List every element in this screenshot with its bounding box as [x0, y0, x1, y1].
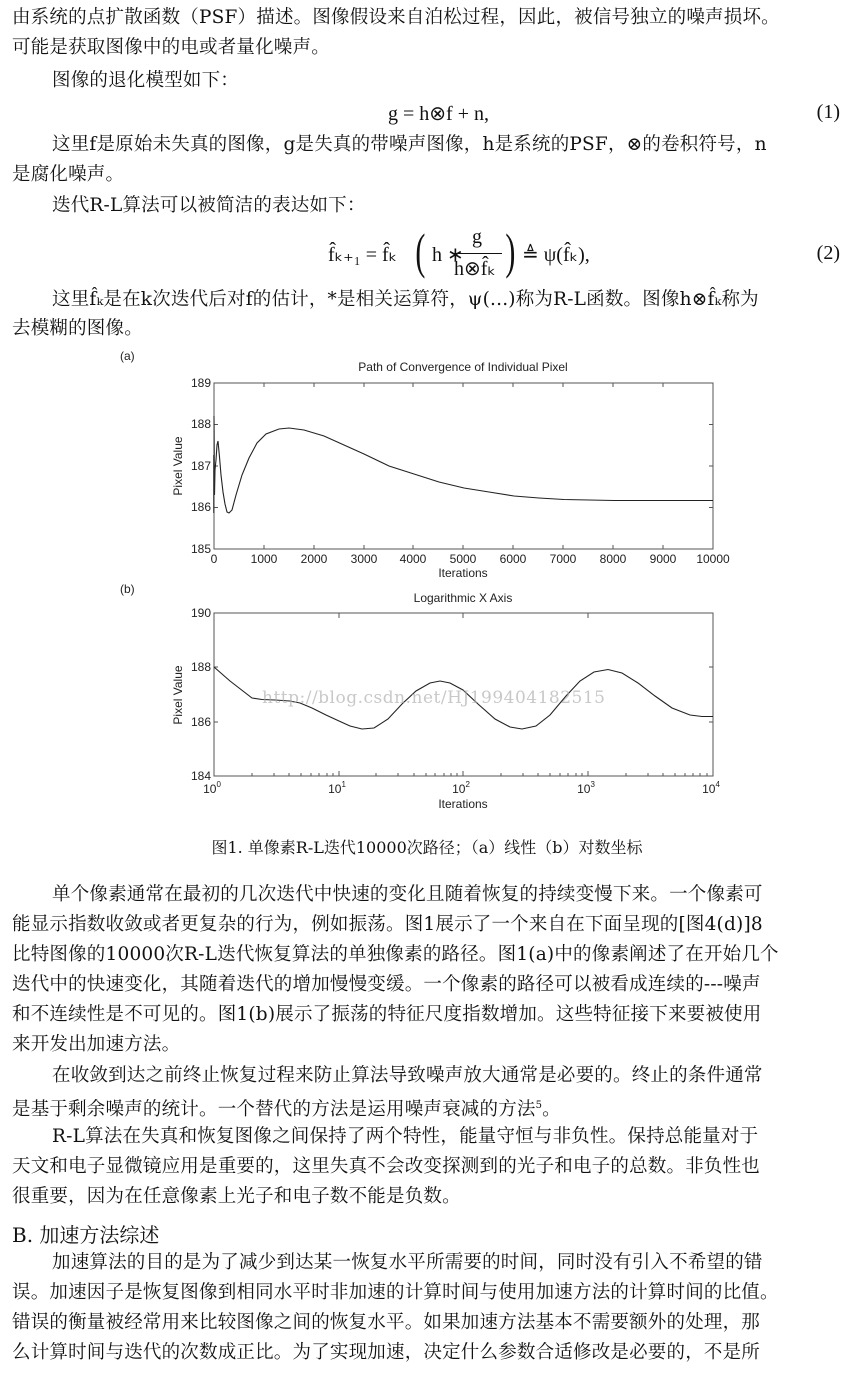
svg-text:188: 188 [190, 660, 211, 674]
paragraph-line: 迭代中的快速变化，其随着迭代的增加慢慢变缓。一个像素的路径可以被看成连续的---噪声 [12, 974, 761, 995]
svg-text:103: $10^3$ [577, 780, 595, 796]
chart-a-axes [214, 383, 713, 549]
svg-text:4000: 4000 [399, 552, 427, 566]
equation-2-number: (2) [816, 242, 840, 264]
footnote-ref[interactable]: 5 [535, 1100, 543, 1111]
svg-text:1000: 1000 [250, 552, 278, 566]
chart-a-line [214, 416, 713, 513]
paragraph-line [12, 1094, 561, 1122]
svg-text:5000: 5000 [449, 552, 477, 566]
chart-b-ylabel: Pixel Value [171, 665, 185, 725]
paragraph-line: 单个像素通常在最初的几次迭代中快速的变化且随着恢复的持续变慢下来。一个像素可 [52, 884, 763, 905]
paragraph-line: 图像的退化模型如下： [52, 70, 240, 91]
svg-text:7000: 7000 [549, 552, 577, 566]
paragraph-line: 很重要，因为在任意像素上光子和电子数不能是负数。 [12, 1186, 461, 1207]
paragraph-line: 么计算时间与迭代的次数成正比。为了实现加速，决定什么参数合适修改是必要的，不是所 [12, 1342, 761, 1363]
svg-text:2000: 2000 [300, 552, 328, 566]
paragraph-line: 来开发出加速方法。 [12, 1034, 181, 1055]
paragraph-line: 能显示指数收敛或者更复杂的行为，例如振荡。图1展示了一个来自在下面呈现的[图4(d)]8 [12, 914, 763, 935]
chart-a-yticklabels [191, 376, 211, 556]
paragraph-line: 天文和电子显微镜应用是重要的，这里失真不会改变探测到的光子和电子的总数。非负性也 [12, 1156, 761, 1177]
svg-text:184: 184 [190, 769, 211, 783]
paragraph-line: 在收敛到达之前终止恢复过程来防止算法导致噪声放大通常是必要的。终止的条件通常 [52, 1065, 763, 1086]
paragraph-line: 这里f̂ₖ是在k次迭代后对f的估计，*是相关运算符，ψ(...)称为R-L函数。图像h⊗f̂ₖ称为 [52, 289, 759, 310]
equation-2-rhs: ≜ ψ(f̂ₖ), [522, 244, 590, 266]
svg-text:102: $10^2$ [452, 780, 470, 796]
svg-text:190: 190 [190, 606, 211, 620]
paragraph-line: 去模糊的图像。 [12, 318, 143, 339]
chart-a-linear [0, 0, 854, 600]
paragraph-line: R-L算法在失真和恢复图像之间保持了两个特性，能量守恒与非负性。保持总能量对于 [52, 1126, 759, 1147]
paragraph-text: 是基于剩余噪声的统计。一个替代的方法是运用噪声衰减的方法 [12, 1099, 536, 1121]
paragraph-line: 迭代R-L算法可以被简洁的表达如下： [52, 195, 366, 216]
svg-text:185: 185 [190, 542, 211, 556]
chart-b-xlabel: Iterations [438, 797, 488, 811]
paragraph-line: 比特图像的10000次R-L迭代恢复算法的单独像素的路径。图1(a)中的像素阐述了在开始几个 [12, 944, 779, 965]
left-paren: ( [415, 223, 426, 279]
chart-a-ticks [214, 383, 713, 549]
chart-b-xticklabels [203, 780, 720, 796]
svg-text:186: 186 [190, 500, 211, 514]
svg-text:186: 186 [190, 715, 211, 729]
svg-text:100: $10^0$ [203, 780, 221, 796]
right-paren: ) [505, 223, 516, 279]
paragraph-line: 是腐化噪声。 [12, 164, 125, 185]
equation-2-h: h ∗ [432, 244, 464, 266]
svg-text:0: 0 [210, 552, 218, 566]
equation-2-lhs: f̂ₖ₊₁ = f̂ₖ [328, 244, 398, 266]
equation-1-number: (1) [816, 101, 840, 123]
chart-b-yticklabels [191, 606, 211, 783]
chart-b-title: Logarithmic X Axis [413, 591, 513, 605]
svg-text:3000: 3000 [350, 552, 378, 566]
svg-text:104: $10^4$ [702, 780, 720, 796]
paragraph-text: 。 [542, 1099, 561, 1121]
paragraph-line: 错误的衡量被经常用来比较图像之间的恢复水平。如果加速方法基本不需要额外的处理，那 [12, 1312, 761, 1333]
figure-caption: 图1. 单像素R-L迭代10000次路径；（a）线性（b）对数坐标 [211, 838, 643, 857]
watermark: http://blog.csdn.net/HJ199404182515 [262, 688, 606, 708]
panel-a-label: (a) [120, 349, 135, 363]
paragraph-line: 可能是获取图像中的电或者量化噪声。 [12, 37, 330, 58]
equation-1: g = h⊗f + n, [388, 103, 489, 125]
paragraph-line: 由系统的点扩散函数（PSF）描述。图像假设来自泊松过程，因此，被信号独立的噪声损坏。 [12, 7, 780, 28]
svg-text:101: $10^1$ [328, 780, 346, 796]
chart-a-xticklabels [211, 552, 730, 566]
svg-text:9000: 9000 [649, 552, 677, 566]
chart-a-title: Path of Convergence of Individual Pixel [358, 360, 568, 374]
svg-text:187: 187 [190, 459, 211, 473]
paragraph-line: 和不连续性是不可见的。图1(b)展示了振荡的特征尺度指数增加。这些特征接下来要被使用 [12, 1004, 762, 1025]
paragraph-line: 加速算法的目的是为了减少到达某一恢复水平所需要的时间，同时没有引入不希望的错 [52, 1252, 763, 1273]
paragraph-line: 这里f是原始未失真的图像，g是失真的带噪声图像，h是系统的PSF，⊗的卷积符号，n [52, 134, 767, 155]
svg-text:10000: 10000 [696, 552, 730, 566]
chart-a-ylabel: Pixel Value [171, 436, 185, 496]
panel-b-label: (b) [120, 582, 135, 596]
fraction-denominator: h⊗f̂ₖ [454, 258, 496, 280]
svg-text:188: 188 [190, 417, 211, 431]
chart-a-xlabel: Iterations [438, 566, 488, 580]
svg-text:189: 189 [190, 376, 211, 390]
paragraph-line: 误。加速因子是恢复图像到相同水平时非加速的计算时间与使用加速方法的计算时间的比值。 [12, 1282, 779, 1303]
section-heading: B. 加速方法综述 [12, 1223, 160, 1247]
svg-text:8000: 8000 [599, 552, 627, 566]
fraction-numerator: g [472, 226, 482, 248]
svg-text:6000: 6000 [499, 552, 527, 566]
